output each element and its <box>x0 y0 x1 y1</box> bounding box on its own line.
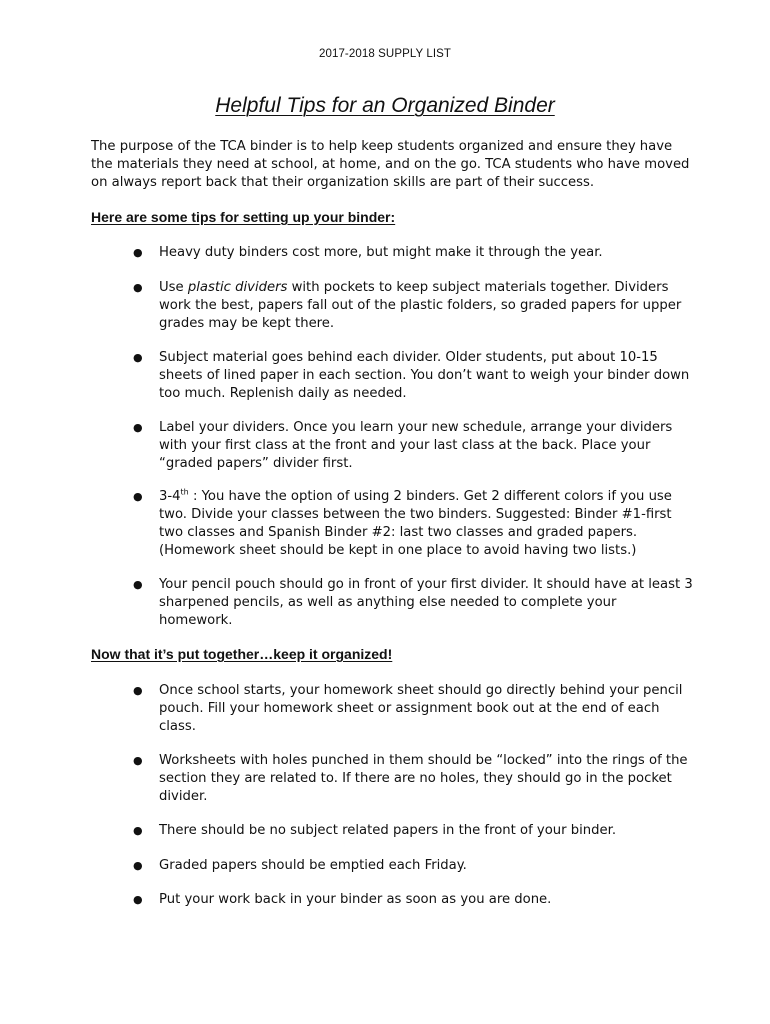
bullet-icon: ● <box>133 490 143 503</box>
bullet-icon: ● <box>133 684 143 697</box>
list-item <box>133 891 693 909</box>
list-item <box>133 857 693 875</box>
list-item <box>133 752 693 806</box>
list-item-text: Once school starts, your homework sheet should go directly behind your pencil pouch. Fill your homework sheet or assignment book out at the end of each class. <box>159 683 683 734</box>
list-item-text: 3-4th : You have the option of using 2 binders. Get 2 different colors if you use two. Divide your classes between the two binders. Suggested: Binder #1-first two classes and Spanish Binder #2: last two classes and graded papers. (Homework sheet should be kept in one place to avoid having two lists.) <box>159 487 672 558</box>
list-item <box>133 349 693 403</box>
list-item <box>133 244 693 262</box>
list-item-text: Heavy duty binders cost more, but might make it through the year. <box>159 245 603 260</box>
page-header: 2017-2018 SUPPLY LIST <box>318 48 452 60</box>
list-item-text: Worksheets with holes punched in them should be “locked” into the rings of the section they are related to. If there are no holes, they should go in the pocket divider. <box>159 753 688 804</box>
list-item-text: Graded papers should be emptied each Friday. <box>159 858 467 873</box>
bullet-icon: ● <box>133 246 143 259</box>
bullet-icon: ● <box>133 578 143 591</box>
bullet-icon: ● <box>133 754 143 767</box>
bullet-icon: ● <box>133 824 143 837</box>
list-item <box>133 822 693 840</box>
list-item-text: Your pencil pouch should go in front of your first divider. It should have at least 3 sharpened pencils, as well as anything else needed to complete your homework. <box>159 577 693 628</box>
bullet-icon: ● <box>133 351 143 364</box>
bullet-icon: ● <box>133 893 143 906</box>
list-item <box>133 419 693 473</box>
superscript: th <box>180 487 189 497</box>
section-heading-organized: Now that it’s put together…keep it organized! <box>91 646 393 662</box>
list-item-text: Use plastic dividers with pockets to keep subject materials together. Dividers work the best, papers fall out of the plastic folders, so graded papers for upper grades may be kept there. <box>159 280 682 331</box>
section-heading-setup: Here are some tips for setting up your binder: <box>91 209 396 225</box>
bullet-icon: ● <box>133 421 143 434</box>
list-item-text: There should be no subject related papers in the front of your binder. <box>159 823 617 838</box>
list-item <box>133 279 693 333</box>
bullet-icon: ● <box>133 281 143 294</box>
emphasis-text: plastic dividers <box>187 280 288 295</box>
intro-paragraph: The purpose of the TCA binder is to help keep students organized and ensure they have the materials they need at school, at home, and on the go. TCA students who have moved on always report back that their organization skills are part of their success. <box>91 139 690 190</box>
list-item <box>133 682 693 736</box>
list-item-text: Put your work back in your binder as soon as you are done. <box>159 892 552 907</box>
bullet-icon: ● <box>133 859 143 872</box>
list-item <box>133 576 693 630</box>
list-item <box>133 488 693 560</box>
list-item-text: Subject material goes behind each divider. Older students, put about 10-15 sheets of lined paper in each section. You don’t want to weigh your binder down too much. Replenish daily as needed. <box>159 350 690 401</box>
list-item-text: Label your dividers. Once you learn your new schedule, arrange your dividers with your first class at the front and your last class at the back. Place your “graded papers” divider first. <box>159 420 673 471</box>
page-title: Helpful Tips for an Organized Binder <box>215 94 555 117</box>
